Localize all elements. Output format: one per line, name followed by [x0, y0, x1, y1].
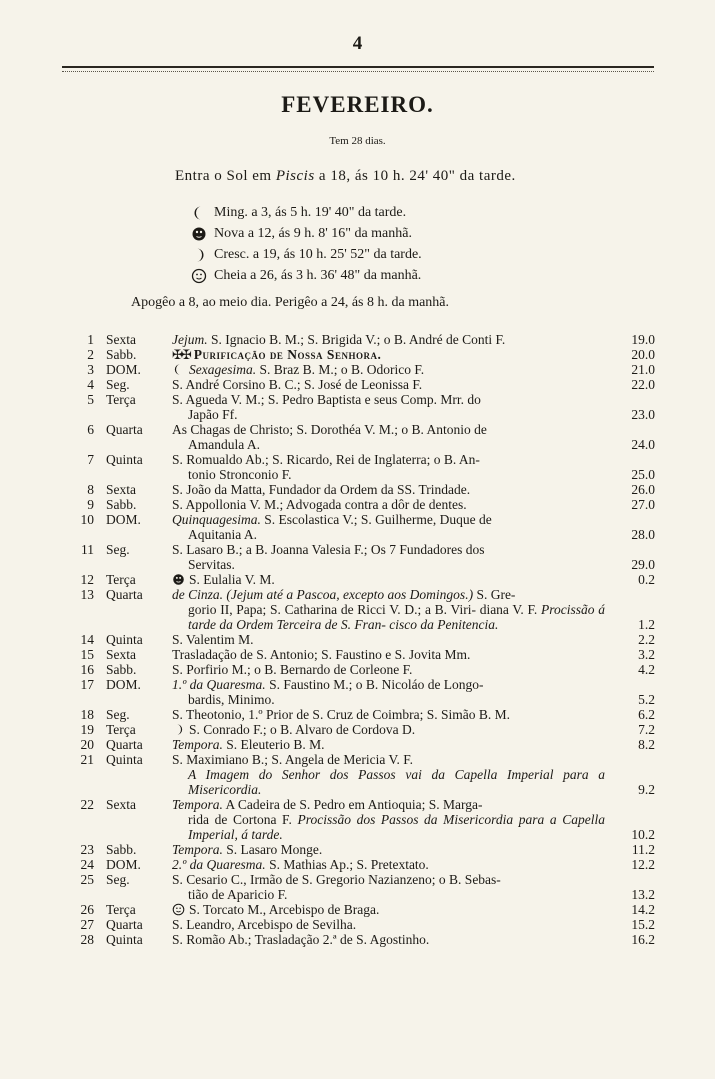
moon-phases — [191, 202, 551, 286]
calendar-day-row — [80, 932, 655, 947]
apogee-perigee: Apogêo a 8, ao meio dia. Perigêo a 24, ás 8 h. da manhã. — [131, 295, 450, 310]
liturgical-note: de Cinza. (Jejum até a Pascoa, excepto aos Domingos.) — [172, 587, 474, 602]
calendar-day-row — [80, 392, 655, 422]
weekday: Sexta — [106, 647, 136, 662]
moon-phase-row — [191, 244, 551, 265]
day-value: 28.0 — [631, 527, 655, 542]
weekday: Terça — [106, 572, 136, 587]
weekday: Quarta — [106, 737, 143, 752]
calendar-day-row — [80, 512, 655, 542]
weekday: Sexta — [106, 482, 136, 497]
liturgical-note: 1.º da Quaresma. — [172, 677, 266, 692]
saints-text-cont: diana V. F. — [479, 602, 538, 617]
day-saints — [172, 647, 605, 662]
moon-phase-text: Cresc. a 19, ás 10 h. 25' 52" da tarde. — [214, 246, 422, 262]
day-number: 28 — [80, 932, 94, 947]
saints-text: S. Gre- — [473, 587, 516, 602]
sun-prefix: Entra o Sol em — [175, 168, 276, 184]
day-saints — [172, 482, 605, 497]
waning-moon-icon — [172, 363, 185, 376]
weekday: Terça — [106, 902, 136, 917]
saints-text-cont: Aquitania A. — [188, 527, 257, 542]
sun-suffix: a 18, ás 10 h. 24' 40" da tarde. — [314, 168, 516, 184]
day-saints — [172, 752, 605, 797]
waning-moon-icon — [191, 205, 207, 221]
day-saints — [172, 932, 605, 947]
saints-text-cont: gorio II, Papa; S. Catharina de Ricci V. D.; a B. Viri- — [188, 602, 476, 617]
saints-text: S. André Corsino B. C.; S. José de Leonissa F. — [172, 377, 423, 392]
procession-note-cont: Senhor dos Passos vai da Capella Imperial para a Misericordia. — [188, 767, 605, 797]
full-moon-icon — [172, 903, 185, 916]
continuation — [172, 812, 605, 842]
weekday: Sabb. — [106, 497, 137, 512]
day-value: 7.2 — [638, 722, 655, 737]
day-value: 6.2 — [638, 707, 655, 722]
weekday: Quinta — [106, 632, 143, 647]
day-number: 27 — [80, 917, 94, 932]
weekday: Seg. — [106, 872, 130, 887]
day-saints — [172, 347, 605, 362]
procession-note-cont: cisco da Penitencia. — [389, 617, 499, 632]
saints-text: S. Mathias Ap.; S. Pretextato. — [265, 857, 429, 872]
day-saints — [172, 362, 605, 377]
continuation — [172, 887, 605, 902]
calendar-day-row — [80, 902, 655, 917]
saints-text-cont: tião de Aparicio F. — [188, 887, 288, 902]
saints-text-cont: tonio Stronconio F. — [188, 467, 292, 482]
weekday: Quarta — [106, 422, 143, 437]
month-title: FEVEREIRO. — [281, 92, 434, 117]
day-value: 8.2 — [638, 737, 655, 752]
weekday: Quinta — [106, 932, 143, 947]
day-saints — [172, 497, 605, 512]
weekday: Sexta — [106, 332, 136, 347]
day-value: 2.2 — [638, 632, 655, 647]
weekday: DOM. — [106, 857, 141, 872]
day-value: 5.2 — [638, 692, 655, 707]
saints-text-cont: Servitas. — [188, 557, 235, 572]
calendar-day-row — [80, 662, 655, 677]
saints-text: S. Cesario C., Irmão de S. Gregorio Nazianzeno; o B. Sebas- — [172, 872, 501, 887]
new-moon-icon — [172, 573, 185, 586]
day-saints — [172, 572, 605, 587]
saints-text: S. Ignacio B. M.; S. Brigida V.; o B. André de Conti F. — [207, 332, 506, 347]
weekday: Quinta — [106, 452, 143, 467]
moon-phase-row — [191, 223, 551, 244]
day-number: 12 — [80, 572, 94, 587]
day-saints — [172, 587, 605, 632]
day-number: 15 — [80, 647, 94, 662]
weekday: Seg. — [106, 542, 130, 557]
feast-title: Purificação de Nossa Senhora. — [193, 347, 382, 362]
day-number: 2 — [87, 347, 94, 362]
header-rule — [62, 66, 654, 68]
liturgical-note: Tempora. — [172, 797, 223, 812]
calendar-day-row — [80, 752, 655, 797]
day-number: 18 — [80, 707, 94, 722]
day-value: 3.2 — [638, 647, 655, 662]
calendar-day-row — [80, 842, 655, 857]
continuation — [172, 557, 605, 572]
calendar-day-row — [80, 857, 655, 872]
header-rule-dotted — [62, 71, 654, 72]
day-saints — [172, 902, 605, 917]
day-number: 13 — [80, 587, 94, 602]
day-number: 14 — [80, 632, 94, 647]
day-value: 26.0 — [631, 482, 655, 497]
calendar-day-row — [80, 587, 655, 632]
calendar-day-row — [80, 737, 655, 752]
saints-text: S. Lasaro B.; a B. Joanna Valesia F.; Os 7 Fundadores dos — [172, 542, 485, 557]
day-number: 4 — [87, 377, 94, 392]
calendar-day-row — [80, 452, 655, 482]
day-value: 14.2 — [631, 902, 655, 917]
saints-text: S. Romualdo Ab.; S. Ricardo, Rei de Inglaterra; o B. An- — [172, 452, 480, 467]
day-number: 8 — [87, 482, 94, 497]
sun-entry — [175, 168, 516, 185]
day-saints — [172, 542, 605, 572]
saints-text-cont: Japão Ff. — [188, 407, 238, 422]
continuation — [172, 692, 605, 707]
day-value: 4.2 — [638, 662, 655, 677]
days-count: Tem 28 dias. — [329, 135, 386, 147]
weekday: DOM. — [106, 677, 141, 692]
liturgical-note: Quinquagesima. — [172, 512, 261, 527]
day-value: 10.2 — [631, 827, 655, 842]
calendar-day-row — [80, 497, 655, 512]
day-number: 17 — [80, 677, 94, 692]
waxing-moon-icon — [191, 247, 207, 263]
day-value: 29.0 — [631, 557, 655, 572]
day-saints — [172, 512, 605, 542]
weekday: Seg. — [106, 377, 130, 392]
saints-text: S. Eleuterio B. M. — [222, 737, 325, 752]
liturgical-note: Sexagesima. — [189, 362, 257, 377]
day-value: 27.0 — [631, 497, 655, 512]
calendar-day-row — [80, 377, 655, 392]
day-saints — [172, 632, 605, 647]
weekday: Quinta — [106, 752, 143, 767]
weekday: DOM. — [106, 362, 141, 377]
day-number: 19 — [80, 722, 94, 737]
calendar-day-row — [80, 647, 655, 662]
day-value: 15.2 — [631, 917, 655, 932]
calendar-day-row — [80, 332, 655, 347]
calendar-day-row — [80, 542, 655, 572]
day-value: 20.0 — [631, 347, 655, 362]
day-number: 9 — [87, 497, 94, 512]
calendar-day-row — [80, 572, 655, 587]
day-value: 19.0 — [631, 332, 655, 347]
weekday: Terça — [106, 722, 136, 737]
day-saints — [172, 857, 605, 872]
saints-text: S. João da Matta, Fundador da Ordem da SS. Trindade. — [172, 482, 471, 497]
saints-text: S. Conrado F.; o B. Alvaro de Cordova D. — [189, 722, 416, 737]
saints-text: S. Romão Ab.; Trasladação 2.ª de S. Agostinho. — [172, 932, 430, 947]
day-saints — [172, 677, 605, 707]
calendar-day-row — [80, 797, 655, 842]
day-number: 26 — [80, 902, 94, 917]
day-value: 12.2 — [631, 857, 655, 872]
weekday: DOM. — [106, 512, 141, 527]
sun-sign: Piscis — [275, 168, 315, 184]
saints-text-cont: rida de Cortona F. — [188, 812, 292, 827]
day-value: 16.2 — [631, 932, 655, 947]
procession-note: A Imagem do — [188, 767, 273, 782]
new-moon-icon — [191, 226, 207, 242]
calendar-day-row — [80, 482, 655, 497]
moon-phase-row — [191, 202, 551, 223]
day-saints — [172, 662, 605, 677]
weekday: Quarta — [106, 917, 143, 932]
continuation — [172, 767, 605, 797]
calendar-day-row — [80, 422, 655, 452]
day-saints — [172, 917, 605, 932]
day-number: 1 — [87, 332, 94, 347]
continuation — [172, 437, 605, 452]
calendar-day-row — [80, 707, 655, 722]
day-number: 24 — [80, 857, 94, 872]
day-saints — [172, 737, 605, 752]
saints-text: S. Agueda V. M.; S. Pedro Baptista e seus Comp. Mrr. do — [172, 392, 481, 407]
day-saints — [172, 842, 605, 857]
moon-phase-text: Nova a 12, ás 9 h. 8' 16" da manhã. — [214, 225, 412, 241]
saints-text: S. Theotonio, 1.º Prior de S. Cruz de Coimbra; S. Simão B. M. — [172, 707, 511, 722]
moon-phase-text: Cheia a 26, ás 3 h. 36' 48" da manhã. — [214, 267, 422, 283]
day-number: 3 — [87, 362, 94, 377]
saints-text: S. Valentim M. — [172, 632, 254, 647]
day-value: 11.2 — [631, 842, 655, 857]
calendar-day-row — [80, 362, 655, 377]
calendar-day-row — [80, 677, 655, 707]
moon-phase-text: Ming. a 3, ás 5 h. 19' 40" da tarde. — [214, 204, 407, 220]
day-saints — [172, 332, 605, 347]
day-value: 1.2 — [638, 617, 655, 632]
continuation — [172, 467, 605, 482]
procession-note: Procissão á tarde da Ordem Terceira de S. Fran- — [188, 602, 606, 632]
day-saints — [172, 377, 605, 392]
day-number: 21 — [80, 752, 94, 767]
day-value: 21.0 — [631, 362, 655, 377]
continuation — [172, 602, 605, 632]
calendar-day-row — [80, 872, 655, 902]
weekday: Sabb. — [106, 347, 137, 362]
day-value: 0.2 — [638, 572, 655, 587]
day-number: 5 — [87, 392, 94, 407]
procession-note-cont: para a Capella Imperial, á tarde. — [188, 812, 605, 842]
saints-text: S. Torcato M., Arcebispo de Braga. — [189, 902, 380, 917]
day-saints — [172, 797, 605, 842]
liturgical-note: Tempora. — [172, 842, 223, 857]
day-saints — [172, 872, 605, 902]
saints-text: S. Braz B. M.; o B. Odorico F. — [256, 362, 425, 377]
saints-text: A Cadeira de S. Pedro em Antioquia; S. Marga- — [222, 797, 483, 812]
day-number: 16 — [80, 662, 94, 677]
day-saints — [172, 707, 605, 722]
saints-text: As Chagas de Christo; S. Dorothéa V. M.; o B. Antonio de — [172, 422, 487, 437]
day-number: 7 — [87, 452, 94, 467]
saints-text: S. Porfirio M.; o B. Bernardo de Corleone F. — [172, 662, 413, 677]
calendar-day-row — [80, 722, 655, 737]
saints-text: Trasladação de S. Antonio; S. Faustino e S. Jovita Mm. — [172, 647, 471, 662]
day-value: 24.0 — [631, 437, 655, 452]
liturgical-note: Tempora. — [172, 737, 223, 752]
day-number: 20 — [80, 737, 94, 752]
day-number: 25 — [80, 872, 94, 887]
continuation — [172, 527, 605, 542]
calendar-day-row — [80, 347, 655, 362]
day-value: 9.2 — [638, 782, 655, 797]
saints-text-cont: Amandula A. — [188, 437, 260, 452]
day-saints — [172, 422, 605, 452]
day-saints — [172, 452, 605, 482]
day-value: 13.2 — [631, 887, 655, 902]
weekday: Sabb. — [106, 842, 137, 857]
weekday: Quarta — [106, 587, 143, 602]
saints-text: S. Lasaro Monge. — [222, 842, 323, 857]
continuation — [172, 407, 605, 422]
saints-text: S. Escolastica V.; S. Guilherme, Duque de — [260, 512, 492, 527]
day-number: 22 — [80, 797, 94, 812]
calendar-list — [80, 332, 655, 947]
calendar-day-row — [80, 917, 655, 932]
saints-text: S. Appollonia V. M.; Advogada contra a dôr de dentes. — [172, 497, 467, 512]
day-saints — [172, 392, 605, 422]
weekday: Terça — [106, 392, 136, 407]
procession-note: Procissão dos Passos da Misericordia — [291, 812, 514, 827]
weekday: Seg. — [106, 707, 130, 722]
moon-phase-row — [191, 265, 551, 286]
saints-text: S. Eulalia V. M. — [189, 572, 275, 587]
day-number: 6 — [87, 422, 94, 437]
liturgical-note: Jejum. — [172, 332, 208, 347]
saints-text: S. Leandro, Arcebispo de Sevilha. — [172, 917, 357, 932]
weekday: Sabb. — [106, 662, 137, 677]
day-number: 10 — [80, 512, 94, 527]
saints-text: S. Faustino M.; o B. Nicoláo de Longo- — [265, 677, 484, 692]
liturgical-note: 2.º da Quaresma. — [172, 857, 266, 872]
weekday: Sexta — [106, 797, 136, 812]
saints-text-cont: bardis, Minimo. — [188, 692, 275, 707]
calendar-day-row — [80, 632, 655, 647]
saints-text: S. Maximiano B.; S. Angela de Mericia V. F. — [172, 752, 414, 767]
day-value: 23.0 — [631, 407, 655, 422]
page-number: 4 — [352, 33, 363, 54]
day-number: 11 — [81, 542, 94, 557]
waxing-moon-icon — [172, 723, 185, 736]
day-value: 25.0 — [631, 467, 655, 482]
cross-ornament: ✠✠ — [172, 347, 190, 362]
day-value: 22.0 — [631, 377, 655, 392]
day-number: 23 — [80, 842, 94, 857]
full-moon-icon — [191, 268, 207, 284]
day-saints — [172, 722, 605, 737]
